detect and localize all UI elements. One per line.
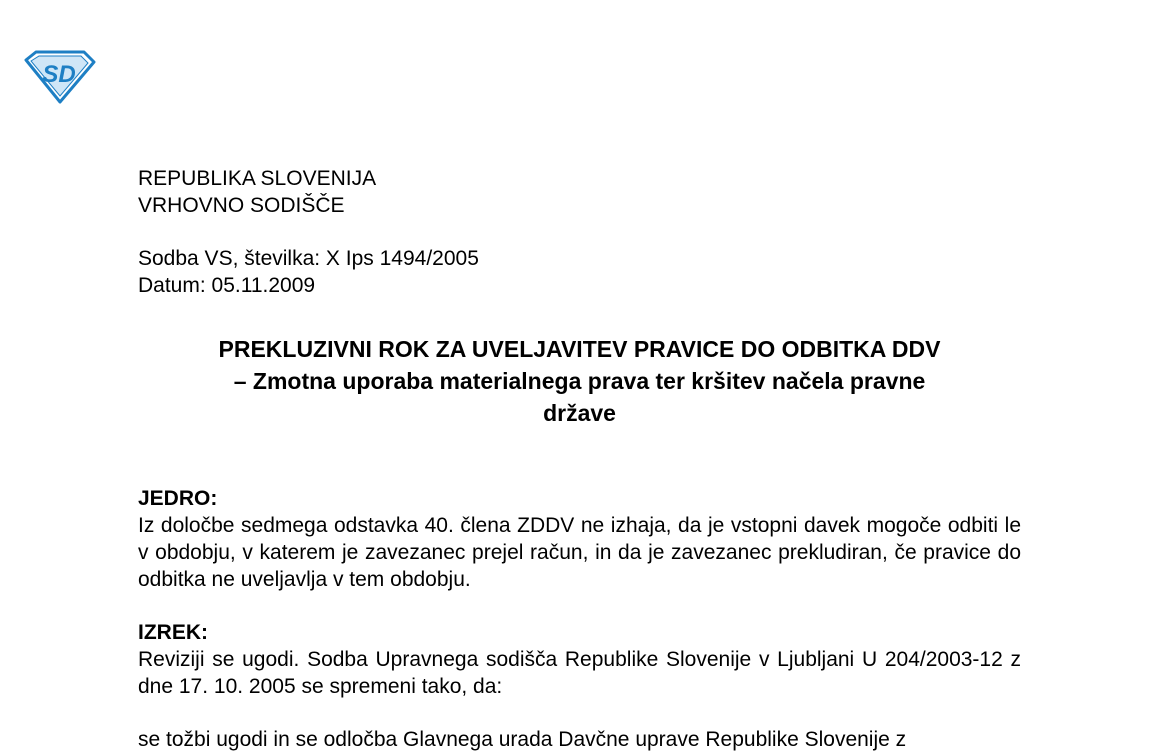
document-body [138, 165, 1021, 753]
header-republic: REPUBLIKA SLOVENIJA [138, 167, 377, 190]
izrek-text: Reviziji se ugodi. Sodba Upravnega sodišča Republike Slovenije v Ljubljani U 204/2003-12 z dne 17. 10. 2005 se spremeni tako, da: [138, 648, 1021, 698]
logo-text: SD [42, 61, 76, 88]
jedro-heading: JEDRO: [138, 487, 218, 510]
case-number: Sodba VS, številka: X Ips 1494/2005 [138, 247, 479, 270]
title-line-3: države [543, 400, 616, 426]
shield-logo-icon [22, 48, 96, 104]
jedro-text: Iz določbe sedmega odstavka 40. člena ZDDV ne izhaja, da je vstopni davek mogoče odbiti le v obdobju, v katerem je zavezanec prejel račun, in da je zavezanec prekludiran, če pravice do odbitka ne uveljavlja v tem obdobju. [138, 514, 1021, 591]
document-title [138, 333, 1021, 429]
court-logo [22, 48, 96, 104]
title-line-1: PREKLUZIVNI ROK ZA UVELJAVITEV PRAVICE DO ODBITKA DDV [218, 336, 941, 362]
izrek-text-2: se tožbi ugodi in se odločba Glavnega urada Davčne uprave Republike Slovenije z [138, 728, 907, 751]
header-court: VRHOVNO SODIŠČE [138, 194, 345, 217]
izrek-heading: IZREK: [138, 621, 208, 644]
title-line-2: – Zmotna uporaba materialnega prava ter kršitev načela pravne [233, 368, 926, 394]
case-date: Datum: 05.11.2009 [138, 274, 316, 297]
